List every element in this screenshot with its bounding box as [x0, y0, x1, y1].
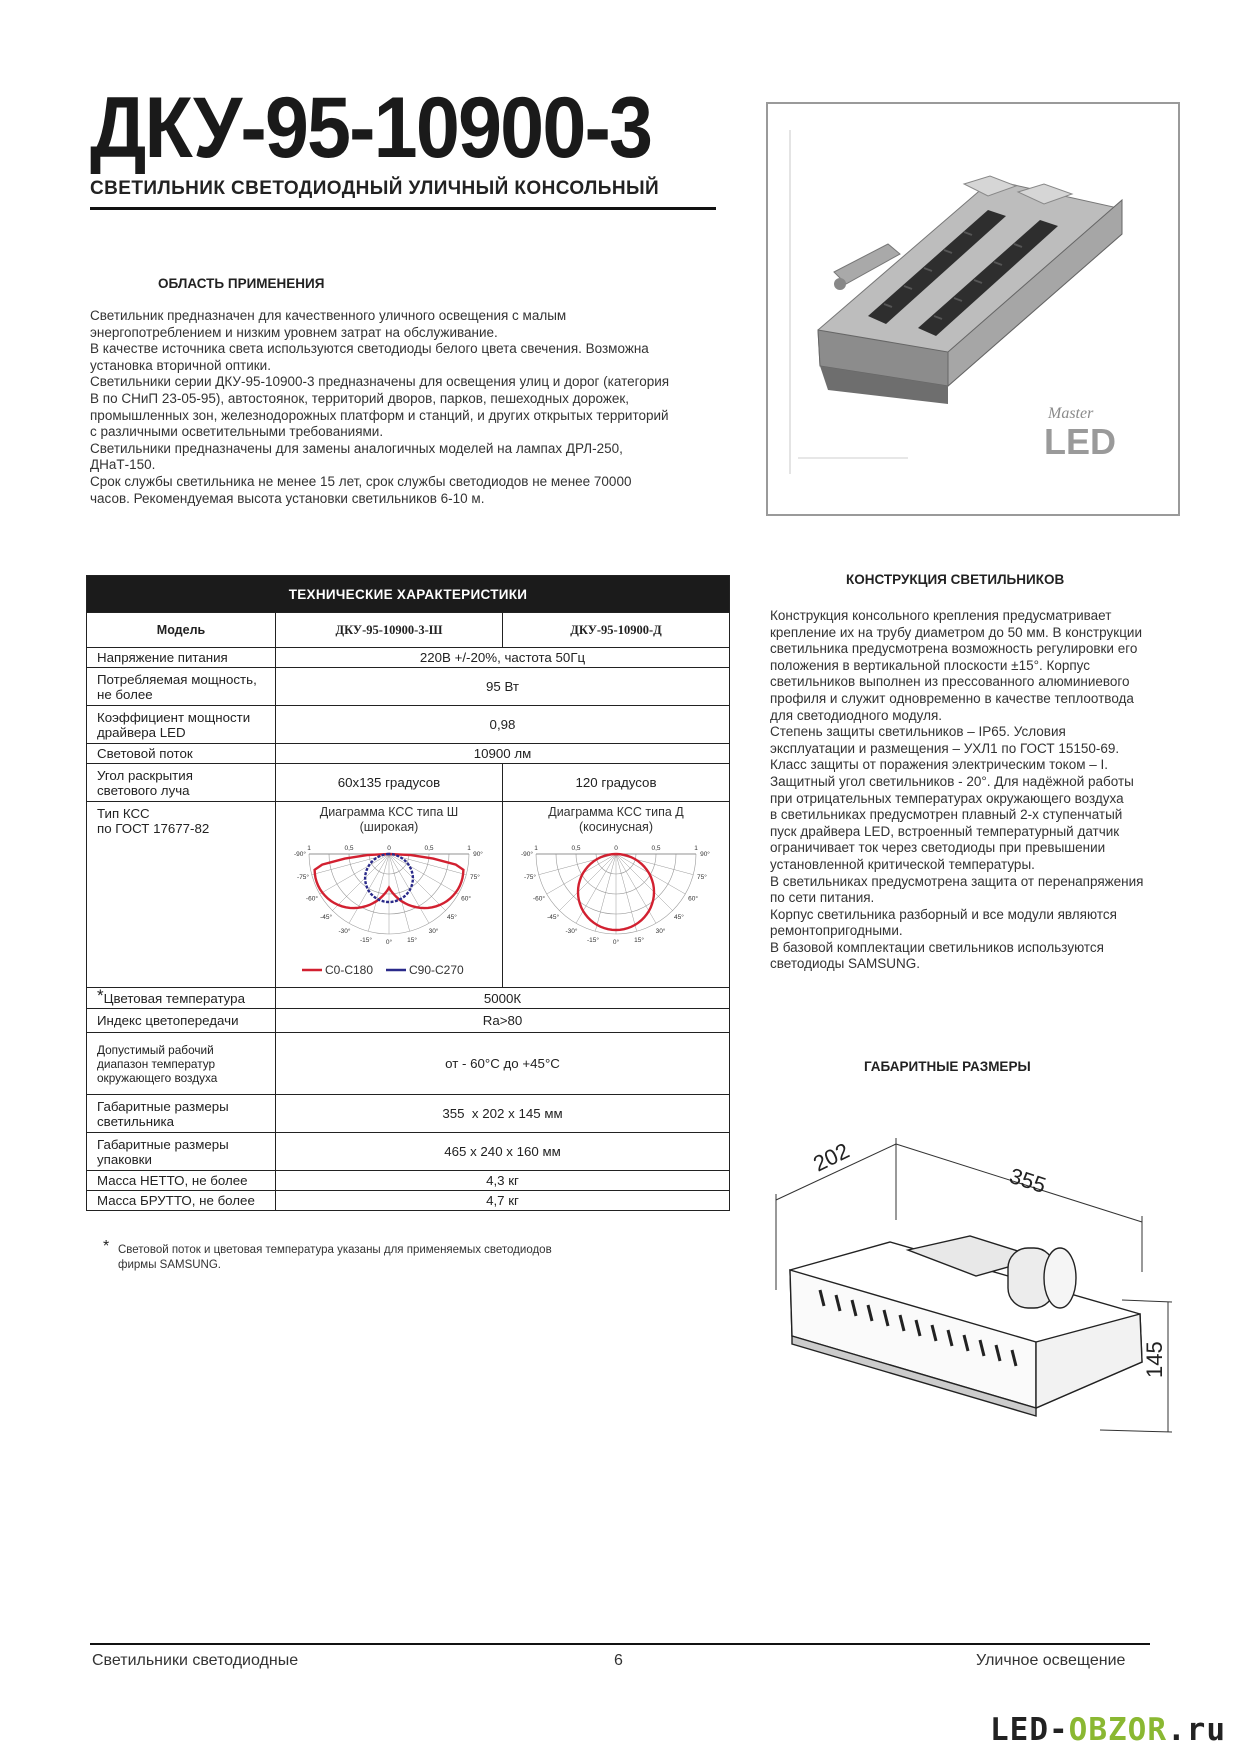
angle-label: 0°: [385, 939, 393, 946]
row-label: Масса НЕТТО, не более: [87, 1171, 276, 1191]
table-row: [87, 1033, 730, 1095]
polar-grid-ray: [389, 854, 446, 911]
angle-label: -45°: [320, 913, 333, 921]
page-number: 6: [614, 1652, 623, 1669]
angle-label: 75°: [470, 874, 480, 882]
table-row: [87, 1171, 730, 1191]
page-subtitle: СВЕТИЛЬНИК СВЕТОДИОДНЫЙ УЛИЧНЫЙ КОНСОЛЬНЫЙ: [90, 178, 660, 199]
legend-label-c90: C90-C270: [409, 963, 464, 977]
angle-label: -60°: [532, 895, 545, 903]
angle-label: 75°: [697, 874, 707, 882]
row-label: Тип КСС по ГОСТ 17677-82: [87, 802, 276, 988]
row-star: *: [97, 986, 104, 1005]
angle-label: 60°: [461, 895, 471, 903]
note-asterisk: *: [103, 1238, 110, 1255]
angle-label: -75°: [524, 874, 537, 882]
row-label: Световой поток: [87, 744, 276, 764]
angle-label: 45°: [674, 913, 684, 921]
table-row: [87, 1191, 730, 1211]
dim-length-label: 355: [1006, 1162, 1050, 1199]
angle-label: -60°: [305, 895, 318, 903]
table-row: [87, 802, 730, 988]
dimensions-drawing: [770, 1130, 1190, 1450]
angle-label: 15°: [634, 936, 644, 944]
row-label: Коэффициент мощности драйвера LED: [87, 706, 276, 744]
angle-label: -90°: [521, 851, 533, 858]
logo-master-text: Master: [1048, 405, 1094, 422]
spec-table: [86, 575, 730, 1211]
row-value-a: 60х135 градусов: [276, 764, 503, 802]
product-photo-frame: [766, 102, 1180, 516]
row-value: 5000К: [276, 988, 730, 1009]
row-value: 10900 лм: [276, 744, 730, 764]
footer-right: Уличное освещение: [976, 1652, 1126, 1669]
angle-label: -90°: [294, 851, 306, 858]
table-row: [87, 988, 730, 1009]
angle-label: -75°: [297, 874, 310, 882]
watermark-part-3: .ru: [1167, 1712, 1226, 1748]
footnote: Световой поток и цветовая температура указаны для применяемых светодиодов фирмы SAMSUNG.: [118, 1244, 552, 1271]
watermark-part-2: OBZOR: [1068, 1712, 1167, 1748]
radial-tick-label: 1: [467, 845, 471, 852]
angle-label: 90°: [473, 851, 483, 858]
radial-tick-label: 1: [307, 845, 311, 852]
model-label: Модель: [87, 613, 276, 648]
polar-cell-b: [503, 802, 730, 988]
table-row: [87, 648, 730, 668]
angle-label: -15°: [359, 936, 372, 944]
radial-tick-label: 0,5: [344, 845, 354, 852]
row-value: 220В +/-20%, частота 50Гц: [276, 648, 730, 668]
application-heading: ОБЛАСТЬ ПРИМЕНЕНИЯ: [158, 276, 325, 291]
polar-diagram-cosine: [503, 802, 729, 984]
spec-table-heading: ТЕХНИЧЕСКИЕ ХАРАКТЕРИСТИКИ: [87, 576, 730, 613]
angle-label: 30°: [428, 928, 439, 936]
polar-grid-ray: [320, 854, 389, 894]
table-row: [87, 1133, 730, 1171]
table-row: [87, 668, 730, 706]
angle-label: 0°: [612, 939, 620, 946]
row-label: Индекс цветопередачи: [87, 1009, 276, 1033]
row-label: Угол раскрытия светового луча: [87, 764, 276, 802]
polar-title-line: Диаграмма КСС типа Ш: [319, 805, 459, 819]
dim-width-label: 202: [809, 1137, 854, 1177]
polar-diagram-wide: [276, 802, 502, 984]
row-label: Габаритные размеры упаковки: [87, 1133, 276, 1171]
logo-led-text: LED: [1044, 421, 1116, 462]
row-label: Допустимый рабочий диапазон температур окружающего воздуха: [87, 1033, 276, 1095]
radial-tick-label: 0,5: [424, 845, 434, 852]
polar-grid-ray: [389, 854, 458, 894]
polar-title-line: (косинусная): [578, 820, 654, 834]
legend-label-c0: C0-C180: [325, 963, 374, 977]
dim-height-label: 145: [1142, 1341, 1167, 1378]
footer-divider: [90, 1643, 1150, 1645]
radial-tick-label: 1: [534, 845, 538, 852]
polar-title-line: Диаграмма КСС типа Д: [548, 805, 684, 819]
row-value-b: 120 градусов: [503, 764, 730, 802]
table-row: [87, 1095, 730, 1133]
angle-label: 90°: [700, 851, 710, 858]
row-value: 95 Вт: [276, 668, 730, 706]
site-watermark: [990, 1712, 1226, 1748]
angle-label: 30°: [655, 928, 666, 936]
polar-title-line: (широкая): [359, 820, 419, 834]
angle-label: 60°: [688, 895, 698, 903]
polar-grid-ray: [332, 854, 389, 911]
polar-grid-ray: [616, 854, 637, 931]
radial-tick-label: 0,5: [651, 845, 661, 852]
dimensions-heading: ГАБАРИТНЫЕ РАЗМЕРЫ: [864, 1059, 1031, 1074]
page-title: ДКУ-95-10900-3: [90, 80, 652, 176]
footer-left: Светильники светодиодные: [92, 1652, 299, 1669]
model-b: ДКУ-95-10900-Д: [503, 613, 730, 648]
radial-tick-label: 1: [694, 845, 698, 852]
angle-label: 45°: [447, 913, 457, 921]
row-label: Габаритные размеры светильника: [87, 1095, 276, 1133]
polar-grid-ray: [595, 854, 616, 931]
construction-heading: КОНСТРУКЦИЯ СВЕТИЛЬНИКОВ: [846, 572, 1065, 587]
streetlight-illustration: [768, 104, 1178, 514]
row-value: 0,98: [276, 706, 730, 744]
angle-label: 15°: [407, 936, 417, 944]
radial-tick-label: 0: [387, 845, 391, 852]
row-value: Ra>80: [276, 1009, 730, 1033]
polar-grid-ray: [616, 854, 673, 911]
row-label: Потребляемая мощность, не более: [87, 668, 276, 706]
row-value: 4,3 кг: [276, 1171, 730, 1191]
row-label: *Цветовая температура: [87, 988, 276, 1009]
polar-cell-a: [276, 802, 503, 988]
row-value: 355 х 202 х 145 мм: [276, 1095, 730, 1133]
watermark-part-1: LED-: [990, 1712, 1069, 1748]
angle-label: -30°: [565, 928, 578, 936]
table-row: [87, 1009, 730, 1033]
table-row: [87, 764, 730, 802]
angle-label: -15°: [586, 936, 599, 944]
application-text: Светильник предназначен для качественного уличного освещения с малым энергопотреблением и низким уровнем затрат на обслуживание. В качестве источника света используются светодиоды белого цвета свечения. Возможна установка вторичной оптики. Светильники серии ДКУ-95-10900-3 предназначены для освещения улиц и дорог (категория В по СНиП 23-05-95), автостоянок, территорий дворов, парков, пешеходных дорожек, промышленных зон, железнодорожных платформ и станций, и других открытых территорий с различными осветительными требованиями. Светильники предназначены для замены аналогичных моделей на лампах ДРЛ-250, ДНаТ-150. Срок службы светильника не менее 15 лет, срок службы светодиодов не менее 70000 часов. Рекомендуемая высота установки светильников 6-10 м.: [90, 308, 670, 506]
polar-grid-ray: [616, 854, 656, 923]
model-a: ДКУ-95-10900-3-Ш: [276, 613, 503, 648]
table-row: [87, 706, 730, 744]
row-value: 4,7 кг: [276, 1191, 730, 1211]
table-row: [87, 744, 730, 764]
construction-text: Конструкция консольного крепления предусматривает крепление их на трубу диаметром до 50 мм. В конструкции светильника предусмотрена возможность регулировки его положения в вертикальной плоскости ±15°. Корпус светильников выполнен из прессованного алюминиевого профиля и служит одновременно в качестве теплоотвода для светодиодного модуля. Степень защиты светильников – IP65. Условия эксплуатации и размещения – УХЛ1 по ГОСТ 15150-69. Класс защиты от поражения электрическим током – I. Защитный угол светильников - 20°. Для надёжной работы при отрицательных температурах окружающего воздуха в светильниках предусмотрен плавный 2-х ступенчатый пуск драйвера LED, встроенный температурный датчик ограничивает ток через светодиоды при превышении установленной критической температуры. В светильниках предусмотрена защита от перенапряжения по сети питания. Корпус светильника разборный и все модули являются ремонтопригодными. В базовой комплектации светильников используются светодиоды SAMSUNG.: [770, 608, 1144, 972]
radial-tick-label: 0: [614, 845, 618, 852]
row-value: от - 60°С до +45°С: [276, 1033, 730, 1095]
angle-label: -30°: [338, 928, 351, 936]
radial-tick-label: 0,5: [571, 845, 581, 852]
row-label: Масса БРУТТО, не более: [87, 1191, 276, 1211]
title-divider: [90, 207, 716, 210]
polar-grid-ray: [576, 854, 616, 923]
row-value: 465 х 240 х 160 мм: [276, 1133, 730, 1171]
row-label: Напряжение питания: [87, 648, 276, 668]
polar-grid-ray: [559, 854, 616, 911]
angle-label: -45°: [547, 913, 560, 921]
